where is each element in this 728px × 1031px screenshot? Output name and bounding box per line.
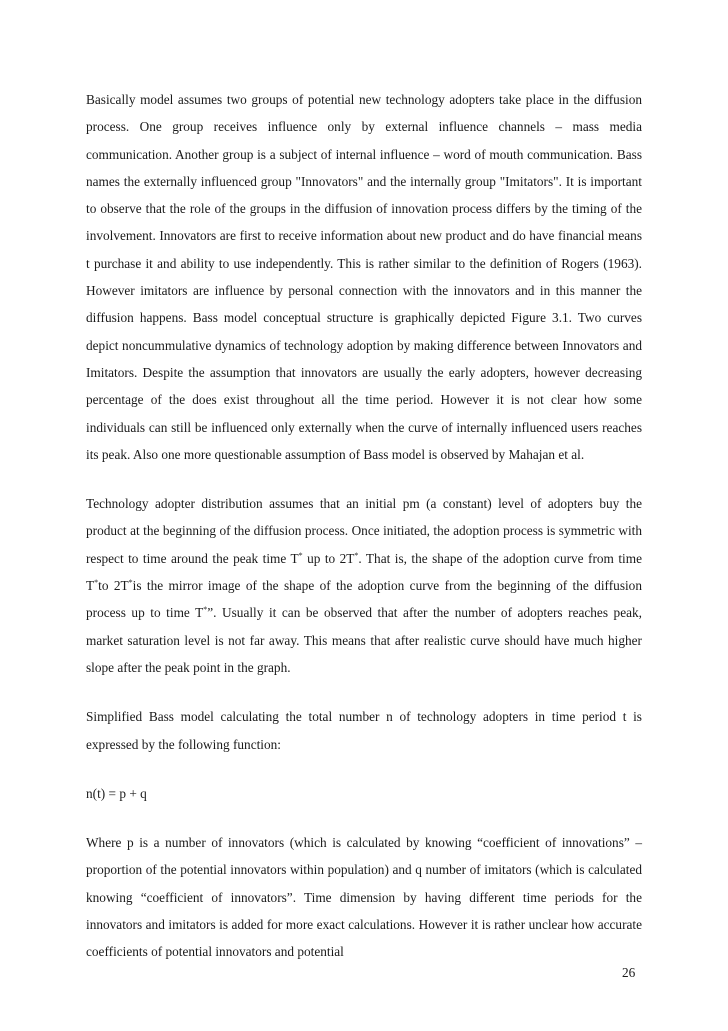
paragraph-text-segment: to 2T [98, 578, 129, 594]
paragraph-text-segment: is the mirror image of the shape of the adoption curve from the beginning of the diffusion process up to time T [86, 578, 642, 621]
superscript-asterisk: * [354, 550, 359, 560]
formula-line: n(t) = p + q [86, 785, 147, 801]
paragraph-simplified-bass: Simplified Bass model calculating the total number n of technology adopters in time period t is expressed by the following function: [86, 709, 642, 752]
superscript-asterisk: * [94, 578, 99, 588]
paragraph-adopter-distribution [86, 490, 642, 681]
paragraph-spacer [86, 681, 642, 703]
paragraph-spacer [86, 807, 642, 829]
document-body [86, 86, 642, 966]
paragraph-text-segment: Technology adopter distribution assumes that an initial pm (a constant) level of adopters buy the product at the beginning of the diffusion process. Once initiated, the adoption process is symmetric with respect to time around the peak time T [86, 496, 642, 566]
paragraph-text-segment: ”. Usually it can be observed that after the number of adopters reaches peak, market saturation level is not far away. This means that after realistic curve should have much higher slope after the peak point in the graph. [86, 605, 642, 675]
paragraph-where-p-q: Where p is a number of innovators (which is calculated by knowing “coefficient of innovations” – proportion of the potential innovators within population) and q number of imitators (which is calculated knowing “coefficient of innovators”. Time dimension by having different time periods for the innovators and imitators is added for more exact calculations. However it is rather unclear how accurate coefficients of potential innovators and potential [86, 835, 642, 960]
paragraph-bass-model-groups: Basically model assumes two groups of potential new technology adopters take place in the diffusion process. One group receives influence only by external influence channels – mass media communication. Another group is a subject of internal influence – word of mouth communication. Bass names the externally influenced group "Innovators" and the internally group "Imitators". It is important to observe that the role of the groups in the diffusion of innovation process differs by the timing of the involvement. Innovators are first to receive information about new product and do have financial means t purchase it and ability to use independently. This is rather similar to the definition of Rogers (1963). However imitators are influence by personal connection with the innovators and in this manner the diffusion happens. Bass model conceptual structure is graphically depicted Figure 3.1. Two curves depict noncummulative dynamics of technology adoption by making difference between Innovators and Imitators. Despite the assumption that innovators are usually the early adopters, however decreasing percentage of the does exist throughout all the time period. However it is not clear how some individuals can still be influenced only externally when the curve of internally influenced users reaches its peak. Also one more questionable assumption of Bass model is observed by Mahajan et al. [86, 92, 642, 462]
superscript-asterisk: * [298, 550, 303, 560]
paragraph-spacer [86, 468, 642, 490]
paragraph-text-segment: up to 2T [302, 550, 355, 566]
page-number: 26 [622, 965, 636, 980]
superscript-asterisk: * [128, 578, 133, 588]
superscript-asterisk: * [203, 605, 208, 615]
paragraph-spacer [86, 758, 642, 780]
paragraph-text-segment: . That is, the shape of the adoption curve from time T [86, 550, 642, 594]
